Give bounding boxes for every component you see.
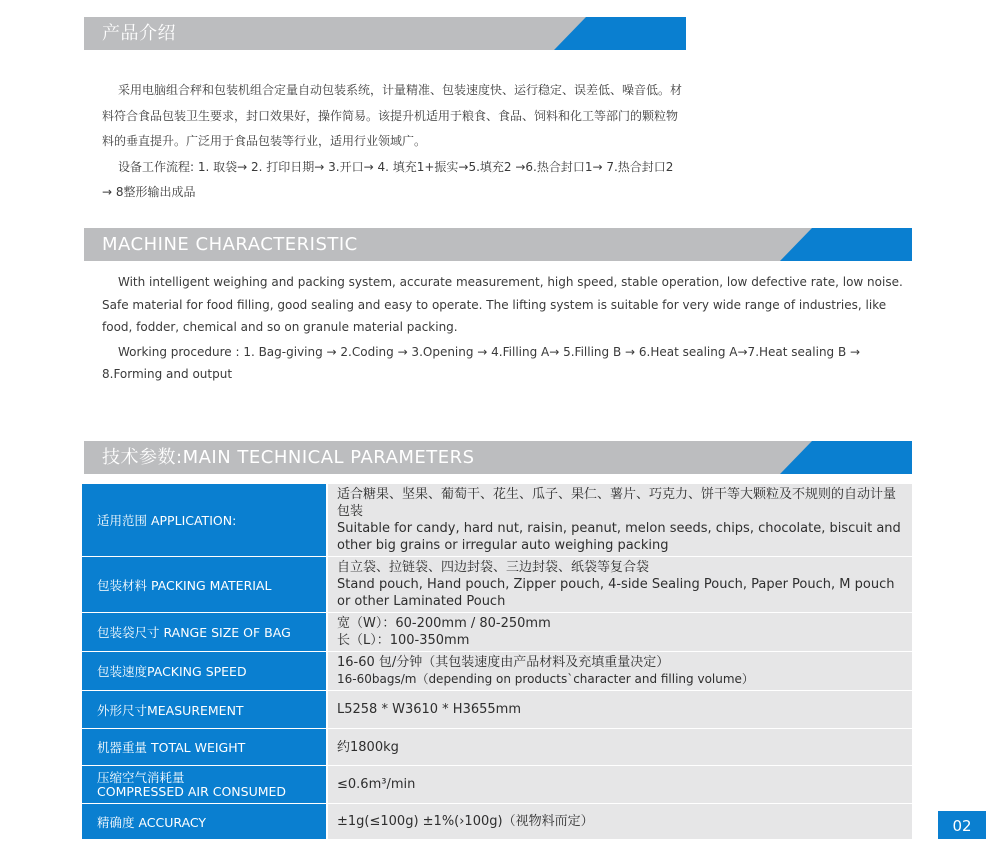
param-value bbox=[327, 557, 913, 613]
param-label: 外形尺寸MEASUREMENT bbox=[82, 691, 328, 729]
param-label: 机器重量 TOTAL WEIGHT bbox=[82, 729, 328, 766]
param-value-cn: 自立袋、拉链袋、四边封袋、三边封袋、纸袋等复合袋 bbox=[337, 560, 650, 575]
table-row bbox=[82, 804, 913, 840]
param-label: 适用范围 APPLICATION: bbox=[82, 484, 328, 557]
table-row bbox=[82, 691, 913, 729]
param-value bbox=[327, 652, 913, 691]
intro-workflow: 设备工作流程: 1. 取袋→ 2. 打印日期→ 3.开口→ 4. 填充1+振实→5.填充2 →6.热合封口1→ 7.热合封口2 → 8整形输出成品 bbox=[102, 159, 674, 199]
section-banner-characteristic bbox=[84, 228, 912, 261]
table-row bbox=[82, 484, 913, 557]
param-label-en: COMPRESSED AIR CONSUMED bbox=[97, 783, 287, 799]
page-number: 02 bbox=[938, 811, 986, 839]
param-value-en: Suitable for candy, hard nut, raisin, peanut, melon seeds, chips, chocolate, biscuit and other big grains or irregular auto weighing packing bbox=[337, 521, 901, 553]
table-row bbox=[82, 652, 913, 691]
banner-accent bbox=[780, 228, 912, 261]
param-value: ±1g(≤100g) ±1%(›100g)（视物料而定） bbox=[327, 804, 913, 840]
param-value bbox=[327, 613, 913, 652]
param-value-cn: 适合糖果、坚果、葡萄干、花生、瓜子、果仁、薯片、巧克力、饼干等大颗粒及不规则的自动计量包装 bbox=[337, 487, 897, 519]
banner-accent bbox=[554, 17, 686, 50]
table-row bbox=[82, 613, 913, 652]
param-value-en: Stand pouch, Hand pouch, Zipper pouch, 4-side Sealing Pouch, Paper Pouch, M pouch or other Laminated Pouch bbox=[337, 577, 895, 609]
intro-text bbox=[102, 78, 686, 206]
characteristic-text bbox=[102, 271, 912, 386]
param-label: 包装材料 PACKING MATERIAL bbox=[82, 557, 328, 613]
param-value: L5258 * W3610 * H3655mm bbox=[327, 691, 913, 729]
param-value bbox=[327, 484, 913, 557]
param-value-cn: 16-60 包/分钟（其包装速度由产品材料及充填重量决定） bbox=[337, 655, 670, 670]
param-label: 精确度 ACCURACY bbox=[82, 804, 328, 840]
section-title-params: 技术参数:MAIN TECHNICAL PARAMETERS bbox=[102, 447, 475, 468]
section-banner-intro bbox=[84, 17, 686, 50]
section-banner-params bbox=[84, 441, 912, 474]
section-title-intro: 产品介绍 bbox=[102, 23, 176, 44]
param-label: 包装速度PACKING SPEED bbox=[82, 652, 328, 691]
characteristic-paragraph: With intelligent weighing and packing system, accurate measurement, high speed, stable operation, low defective rate, low noise. Safe material for food filling, good sealing and easy to operate. The lifting system is suitable for very wide range of industries, like food, fodder, chemical and so on granule material packing. bbox=[102, 275, 903, 334]
section-title-characteristic: MACHINE CHARACTERISTIC bbox=[102, 234, 358, 255]
param-label-cn: 压缩空气消耗量 bbox=[97, 769, 185, 785]
parameters-table bbox=[81, 483, 913, 840]
table-row bbox=[82, 766, 913, 804]
param-label bbox=[82, 766, 328, 804]
table-row bbox=[82, 729, 913, 766]
table-row bbox=[82, 557, 913, 613]
param-label: 包装袋尺寸 RANGE SIZE OF BAG bbox=[82, 613, 328, 652]
banner-accent bbox=[780, 441, 912, 474]
param-value-en: 长（L）：100-350mm bbox=[337, 633, 470, 648]
param-value-en: 16-60bags/m（depending on products`character and filling volume） bbox=[337, 672, 754, 686]
param-value: ≤0.6m³/min bbox=[327, 766, 913, 804]
characteristic-procedure: Working procedure : 1. Bag-giving → 2.Coding → 3.Opening → 4.Filling A→ 5.Filling B → 6.Heat sealing A→7.Heat sealing B → 8.Forming and output bbox=[102, 344, 861, 381]
param-value: 约1800kg bbox=[327, 729, 913, 766]
param-value-cn: 宽（W）：60-200mm / 80-250mm bbox=[337, 616, 551, 631]
intro-paragraph: 采用电脑组合秤和包装机组合定量自动包装系统，计量精准、包装速度快、运行稳定、误差低、噪音低。材料符合食品包装卫生要求，封口效果好，操作简易。该提升机适用于粮食、食品、饲料和化工等部门的颗粒物料的垂直提升。广泛用于食品包装等行业，适用行业领域广。 bbox=[102, 83, 683, 148]
